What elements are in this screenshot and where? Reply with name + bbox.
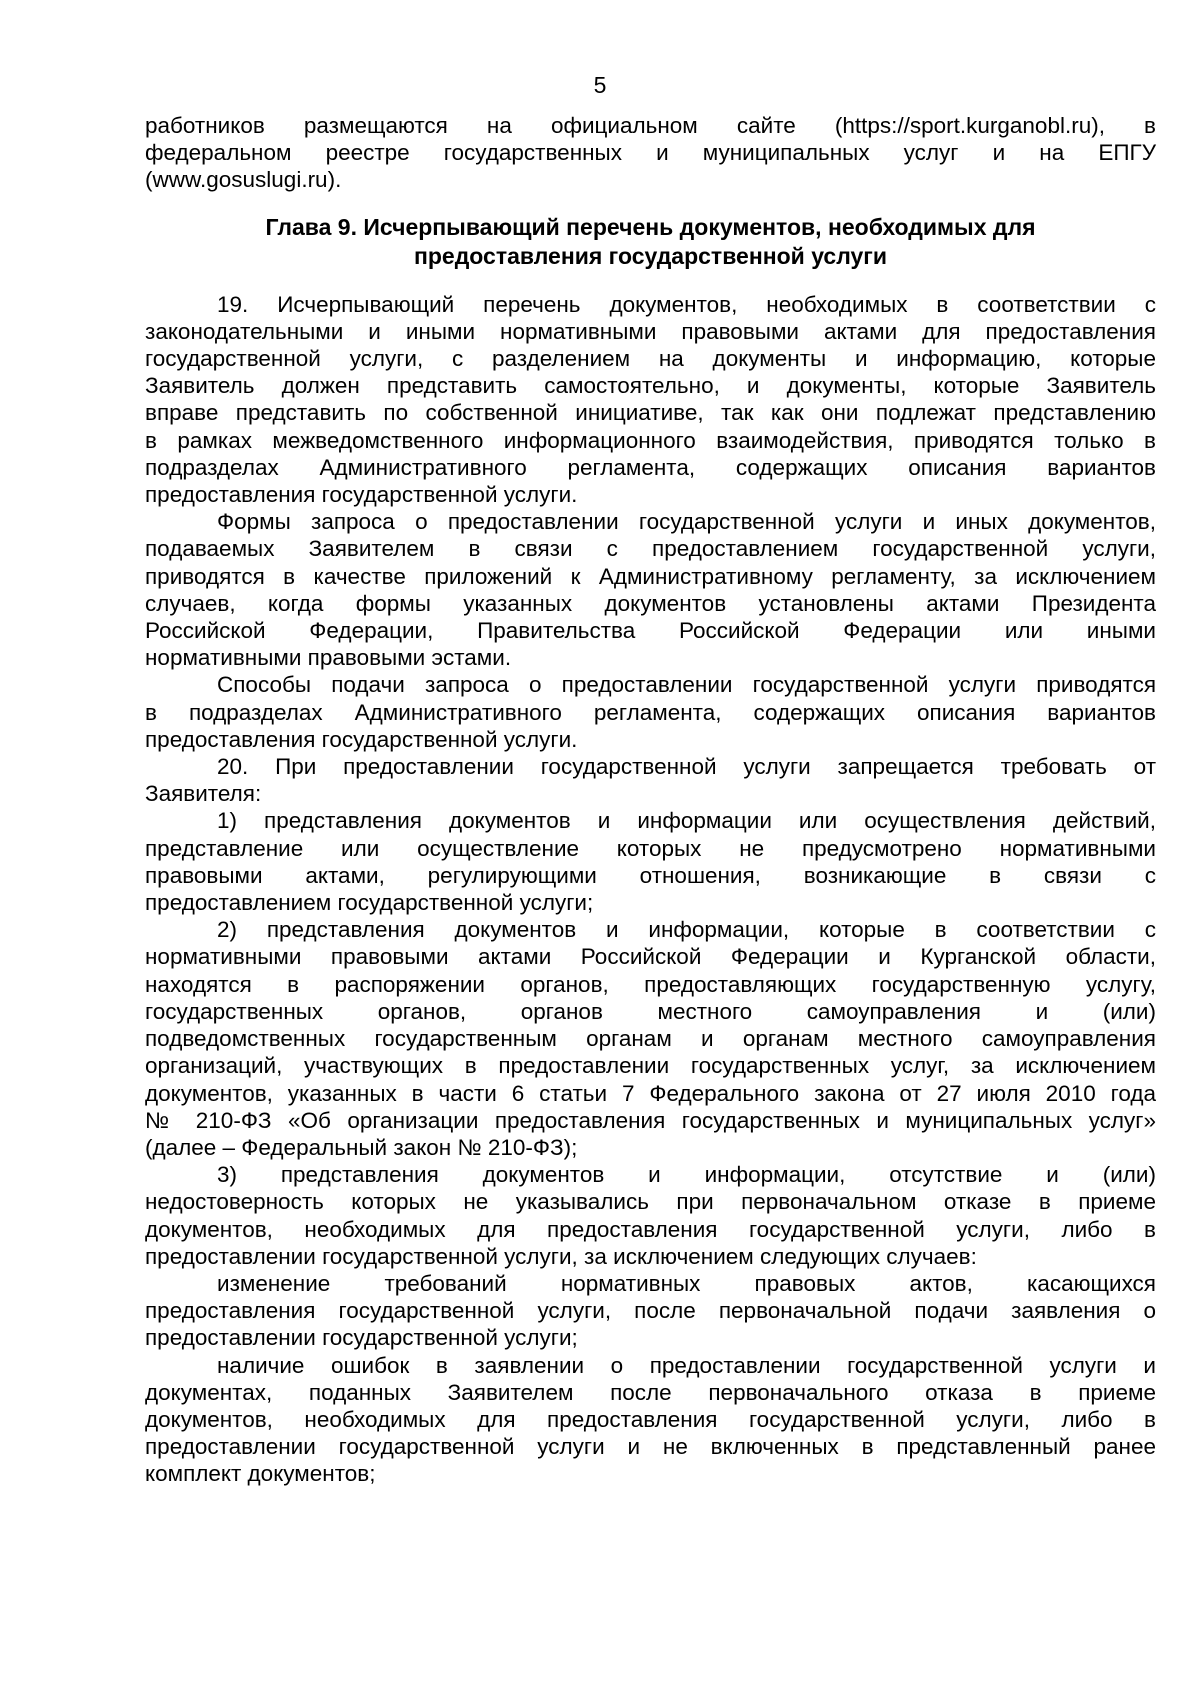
paragraph-line: 20. При предоставлении государственной услуги запрещается требовать от [217, 754, 1156, 780]
sub-item-line: документов, необходимых для предоставления государственной услуги, либо в [145, 1406, 1156, 1432]
paragraph-line: предоставления государственной услуги. [145, 482, 578, 508]
paragraph-line: подаваемых Заявителем в связи с предоставлением государственной услуги, [145, 536, 1156, 562]
paragraph-line: случаев, когда формы указанных документов установлены актами Президента [145, 590, 1156, 616]
list-item-line: находятся в распоряжении органов, предоставляющих государственную услугу, [145, 971, 1156, 997]
sub-item-line: документах, поданных Заявителем после первоначального отказа в приеме [145, 1379, 1156, 1405]
intro-line: работников размещаются на официальном сайте (https://sport.kurganobl.ru), в [145, 113, 1156, 138]
paragraph-line: нормативными правовыми эстами. [145, 645, 512, 671]
list-item-line: недостоверность которых не указывались при первоначальном отказе в приеме [145, 1189, 1156, 1215]
list-item-line: документов, необходимых для предоставления государственной услуги, либо в [145, 1216, 1156, 1242]
paragraph-line: предоставления государственной услуги. [145, 726, 578, 752]
list-item-line: государственных органов, органов местного самоуправления и (или) [145, 998, 1156, 1024]
page-number: 5 [593, 72, 607, 98]
paragraph-line: законодательными и иными нормативными правовыми актами для предоставления [145, 318, 1156, 344]
list-item-line: предоставлении государственной услуги, за исключением следующих случаев: [145, 1243, 977, 1269]
list-item-line: документов, указанных в части 6 статьи 7 Федерального закона от 27 июля 2010 года [145, 1080, 1156, 1106]
sub-item-line: наличие ошибок в заявлении о предоставлении государственной услуги и [217, 1352, 1156, 1378]
list-item-line: (далее – Федеральный закон № 210-ФЗ); [145, 1134, 578, 1160]
paragraph-line: 19. Исчерпывающий перечень документов, необходимых в соответствии с [217, 291, 1156, 317]
paragraph-line: в подразделах Административного регламента, содержащих описания вариантов [145, 699, 1156, 725]
paragraph-line: Формы запроса о предоставлении государственной услуги и иных документов, [217, 509, 1156, 535]
paragraph-line: приводятся в качестве приложений к Административному регламенту, за исключением [145, 563, 1156, 589]
chapter-title-line: Глава 9. Исчерпывающий перечень документов, необходимых для [265, 213, 1036, 240]
list-item-line: 3) представления документов и информации, отсутствие и (или) [217, 1162, 1156, 1188]
sub-item-line: изменение требований нормативных правовых актов, касающихся [217, 1270, 1156, 1296]
list-item-line: подведомственных государственным органам и органам местного самоуправления [145, 1026, 1156, 1052]
list-item-line: № 210-ФЗ «Об организации предоставления государственных и муниципальных услуг» [145, 1107, 1156, 1133]
list-item-line: 2) представления документов и информации, которые в соответствии с [217, 917, 1156, 943]
paragraph-line: в рамках межведомственного информационного взаимодействия, приводятся только в [145, 427, 1156, 453]
chapter-heading [145, 213, 1156, 271]
intro-line: (www.gosuslugi.ru). [145, 167, 342, 193]
sub-item-line: предоставления государственной услуги, после первоначальной подачи заявления о [145, 1298, 1156, 1324]
chapter-title-line: предоставления государственной услуги [413, 242, 888, 269]
paragraph-line: государственной услуги, с разделением на документы и информацию, которые [145, 346, 1156, 372]
paragraph-line: вправе представить по собственной инициативе, так как они подлежат представлению [145, 400, 1156, 426]
page-body [145, 112, 1156, 1488]
paragraph-line: Заявитель должен представить самостоятельно, и документы, которые Заявитель [145, 373, 1156, 399]
paragraph-line: Российской Федерации, Правительства Российской Федерации или иными [145, 618, 1156, 644]
intro-line: федеральном реестре государственных и муниципальных услуг и на ЕПГУ [145, 140, 1156, 166]
list-item-line: организаций, участвующих в предоставлении государственных услуг, за исключением [145, 1053, 1156, 1079]
list-item-line: нормативными правовыми актами Российской Федерации и Курганской области, [145, 944, 1156, 970]
paragraph-line: Способы подачи запроса о предоставлении государственной услуги приводятся [217, 672, 1156, 698]
sub-item-line: предоставлении государственной услуги и не включенных в представленный ранее [145, 1434, 1156, 1460]
sub-item-line: комплект документов; [145, 1461, 376, 1487]
list-item-line: представление или осуществление которых не предусмотрено нормативными [145, 835, 1156, 861]
paragraph-line: Заявителя: [145, 781, 262, 807]
paragraph-line: подразделах Административного регламента, содержащих описания вариантов [145, 454, 1156, 480]
list-item-line: 1) представления документов и информации или осуществления действий, [217, 808, 1156, 834]
list-item-line: правовыми актами, регулирующими отношения, возникающие в связи с [145, 862, 1156, 888]
sub-item-line: предоставлении государственной услуги; [145, 1325, 578, 1351]
list-item-line: предоставлением государственной услуги; [145, 890, 594, 916]
